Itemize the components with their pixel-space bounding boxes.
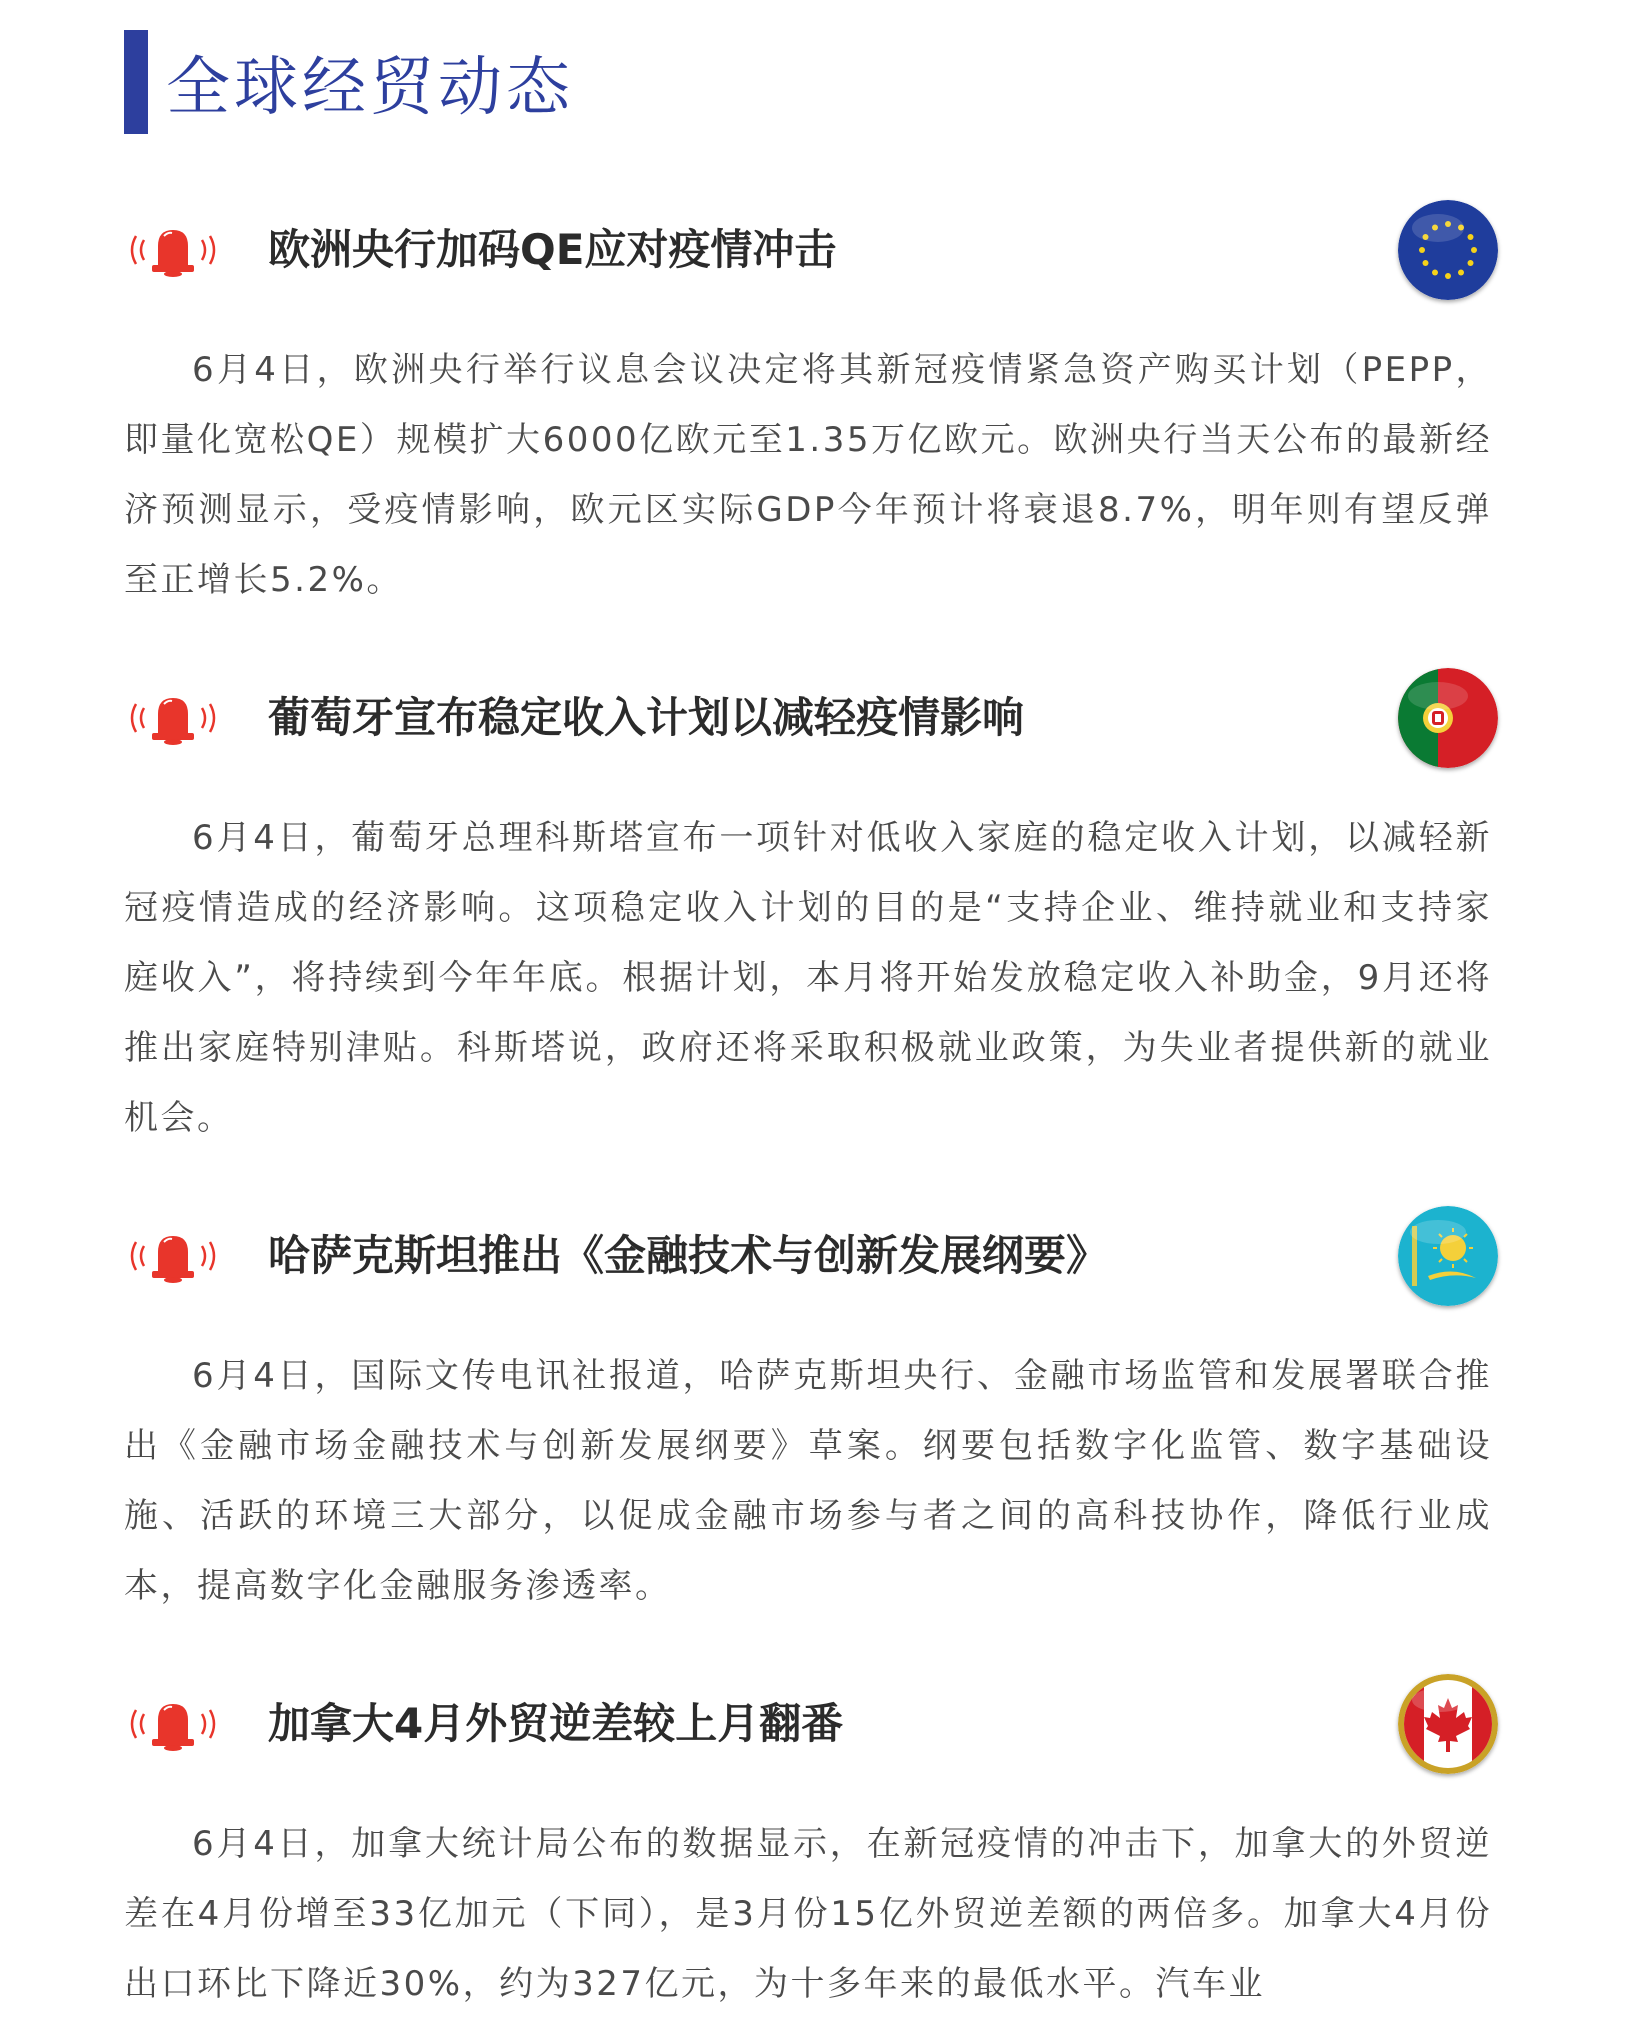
news-title: 葡萄牙宣布稳定收入计划以减轻疫情影响 xyxy=(268,693,1025,742)
alarm-bell-icon xyxy=(124,222,222,278)
news-title: 哈萨克斯坦推出《金融技术与创新发展纲要》 xyxy=(268,1231,1109,1280)
alarm-bell-icon xyxy=(124,1228,222,1284)
eu-flag-icon xyxy=(1398,200,1498,300)
alarm-bell-icon xyxy=(124,690,222,746)
news-header xyxy=(0,668,1646,768)
alarm-bell-icon xyxy=(124,1696,222,1752)
news-body: 6月4日，葡萄牙总理科斯塔宣布一项针对低收入家庭的稳定收入计划，以减轻新冠疫情造成的经济影响。这项稳定收入计划的目的是“支持企业、维持就业和支持家庭收入”，将持续到今年年底。根据计划，本月将开始发放稳定收入补助金，9月还将推出家庭特别津贴。科斯塔说，政府还将采取积极就业政策，为失业者提供新的就业机会。 xyxy=(124,818,1492,1138)
news-title: 加拿大4月外贸逆差较上月翻番 xyxy=(268,1699,844,1748)
news-header xyxy=(0,200,1646,300)
news-body: 6月4日，加拿大统计局公布的数据显示，在新冠疫情的冲击下，加拿大的外贸逆差在4月份增至33亿加元（下同），是3月份15亿外贸逆差额的两倍多。加拿大4月份出口环比下降近30%，约为327亿元，为十多年来的最低水平。汽车业 xyxy=(124,1824,1492,2004)
section-accent-bar xyxy=(124,30,148,134)
news-header xyxy=(0,1206,1646,1306)
news-header xyxy=(0,1674,1646,1774)
canada-flag-icon xyxy=(1398,1674,1498,1774)
news-title: 欧洲央行加码QE应对疫情冲击 xyxy=(268,225,837,274)
section-title: 全球经贸动态 xyxy=(166,51,574,125)
kazakhstan-flag-icon xyxy=(1398,1206,1498,1306)
news-body: 6月4日，欧洲央行举行议息会议决定将其新冠疫情紧急资产购买计划（PEPP，即量化宽松QE）规模扩大6000亿欧元至1.35万亿欧元。欧洲央行当天公布的最新经济预测显示，受疫情影响，欧元区实际GDP今年预计将衰退8.7%，明年则有望反弹至正增长5.2%。 xyxy=(124,350,1492,600)
portugal-flag-icon xyxy=(1398,668,1498,768)
news-body: 6月4日，国际文传电讯社报道，哈萨克斯坦央行、金融市场监管和发展署联合推出《金融市场金融技术与创新发展纲要》草案。纲要包括数字化监管、数字基础设施、活跃的环境三大部分，以促成金融市场参与者之间的高科技协作，降低行业成本，提高数字化金融服务渗透率。 xyxy=(124,1356,1492,1606)
section-header xyxy=(124,30,574,134)
